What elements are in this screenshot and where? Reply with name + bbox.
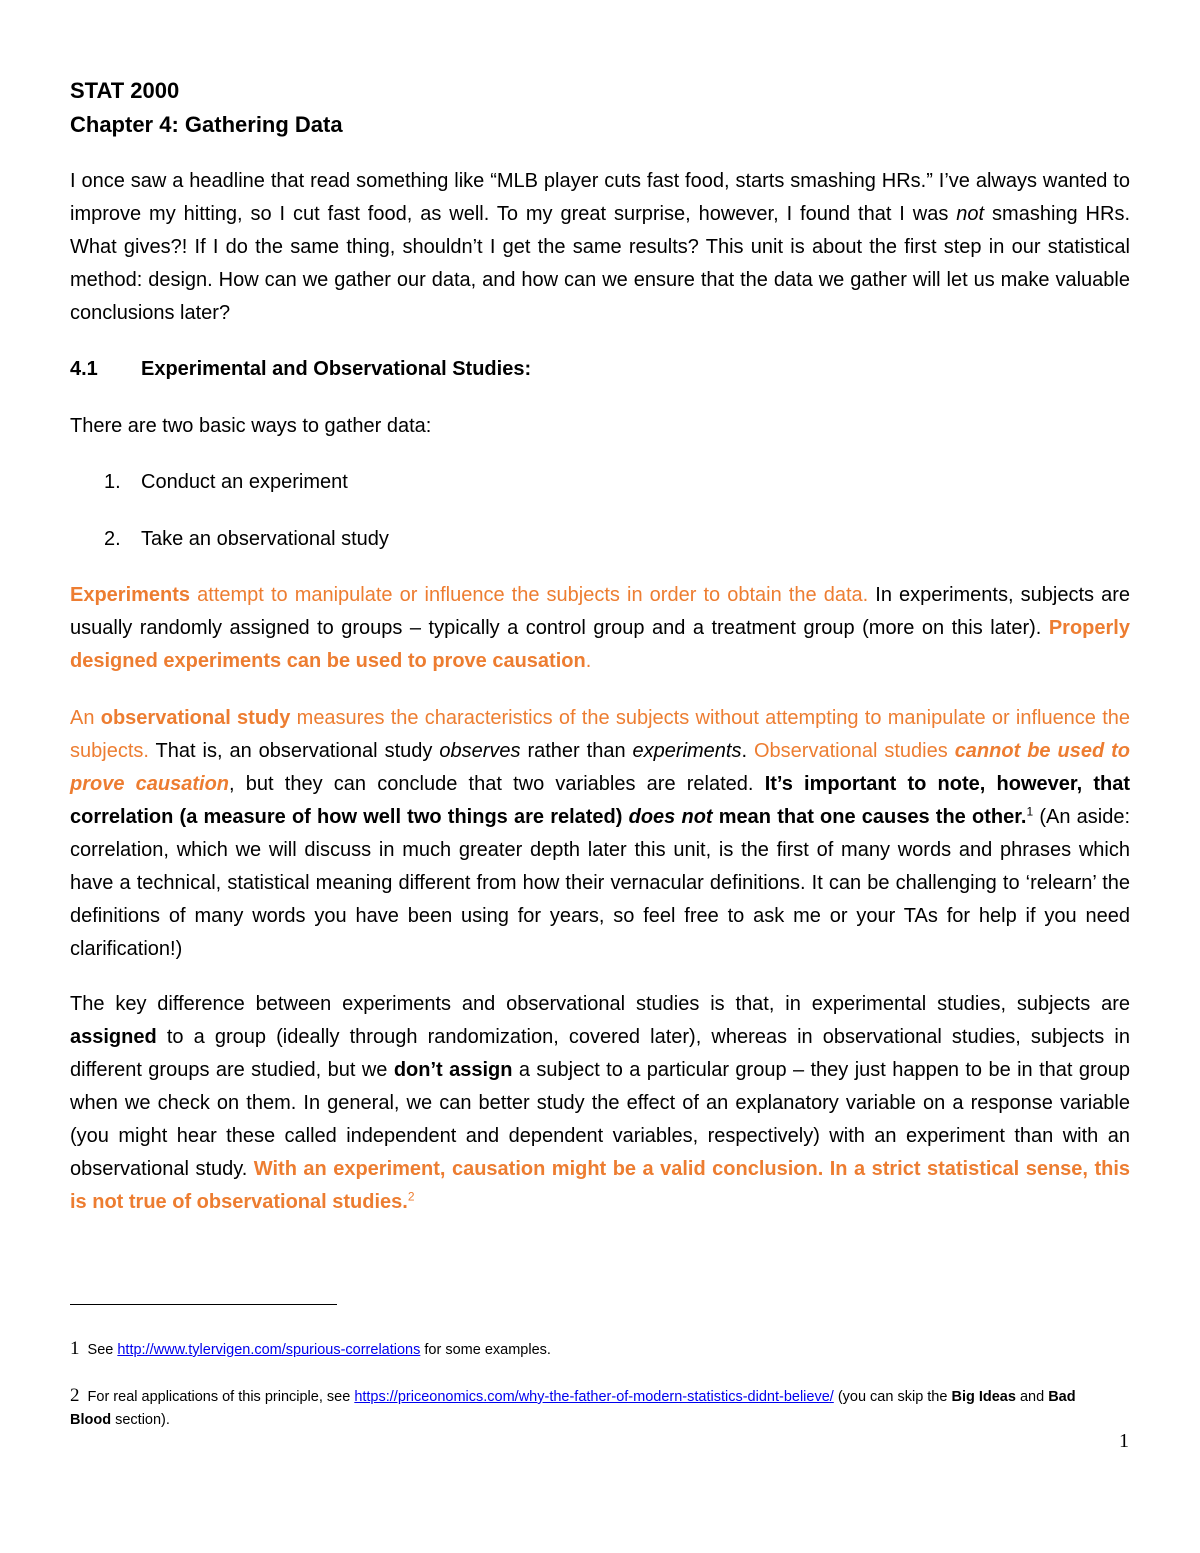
footnote-1-link[interactable]: http://www.tylervigen.com/spurious-correlations [117,1342,421,1358]
section-title: Experimental and Observational Studies: [141,358,532,380]
list-item: 1. Conduct an experiment [104,471,348,493]
section-number: 4.1 [70,358,98,380]
ways-intro: There are two basic ways to gather data: [70,415,432,437]
footnote-ref-1[interactable]: 1 [1026,804,1034,819]
footnote-2: 2 For real applications of this principle, see https://priceonomics.com/why-the-father-of-modern-statistics-didnt-believe/ (you can skip the Big Ideas and Bad Blood section). [70,1385,1076,1428]
page-number: 1 [1119,1430,1129,1452]
course-code: STAT 2000 [70,78,180,103]
observational-paragraph: An observational study measures the characteristics of the subjects without attempting to manipulate or influence the subjects. That is, an observational study observes rather than experiments. Observational studies cannot be used to prove causation, but they can conclude that two variables are related. It’s important to note, however, that correlation (a measure of how well two things are related) does not mean that one causes the other.$^1$ (An aside: correlation, which we will discuss in much greater depth later this unit, is the first of many words and phrases which have a technical, statistical meaning different from how their vernacular definitions. It can be challenging to ‘relearn’ the definitions of many words you have been using for years, so feel free to ask me or your TAs for help if you need clarification!) [70,707,1131,960]
experiments-paragraph: Experiments attempt to manipulate or influence the subjects in order to obtain the data. In experiments, subjects are usually randomly assigned to groups – typically a control group and a treatment group (more on this later). Properly designed experiments can be used to prove causation. [70,584,1130,672]
footnote-2-link[interactable]: https://priceonomics.com/why-the-father-of-modern-statistics-didnt-believe/ [354,1389,834,1405]
section-heading [70,353,531,386]
difference-paragraph: The key difference between experiments and observational studies is that, in experimental studies, subjects are assigned to a group (ideally through randomization, covered later), whereas in observational studies, subjects in different groups are studied, but we don’t assign a subject to a particular group – they just happen to be in that group when we check on them. In general, we can better study the effect of an explanatory variable on a response variable (you might hear these called independent and dependent variables, respectively) with an experiment than with an observational study. With an experiment, causation might be a valid conclusion. In a strict statistical sense, this is not true of observational studies.$^2$ [70,993,1130,1213]
list-item: 2. Take an observational study [104,528,389,550]
ways-list [104,466,389,556]
footnote-ref-2[interactable]: 2 [407,1189,415,1204]
document-header [70,74,343,142]
footnote-1: 1 See http://www.tylervigen.com/spurious-correlations for some examples. [70,1338,551,1359]
intro-paragraph: I once saw a headline that read something like “MLB player cuts fast food, starts smashing HRs.” I’ve always wanted to improve my hitting, so I cut fast food, as well. To my great surprise, however, I found that I was not smashing HRs. What gives?! If I do the same thing, shouldn’t I get the same results? This unit is about the first step in our statistical method: design. How can we gather our data, and how can we ensure that the data we gather will let us make valuable conclusions later? [70,170,1131,324]
chapter-title: Chapter 4: Gathering Data [70,112,343,137]
footnote-divider [70,1304,337,1305]
